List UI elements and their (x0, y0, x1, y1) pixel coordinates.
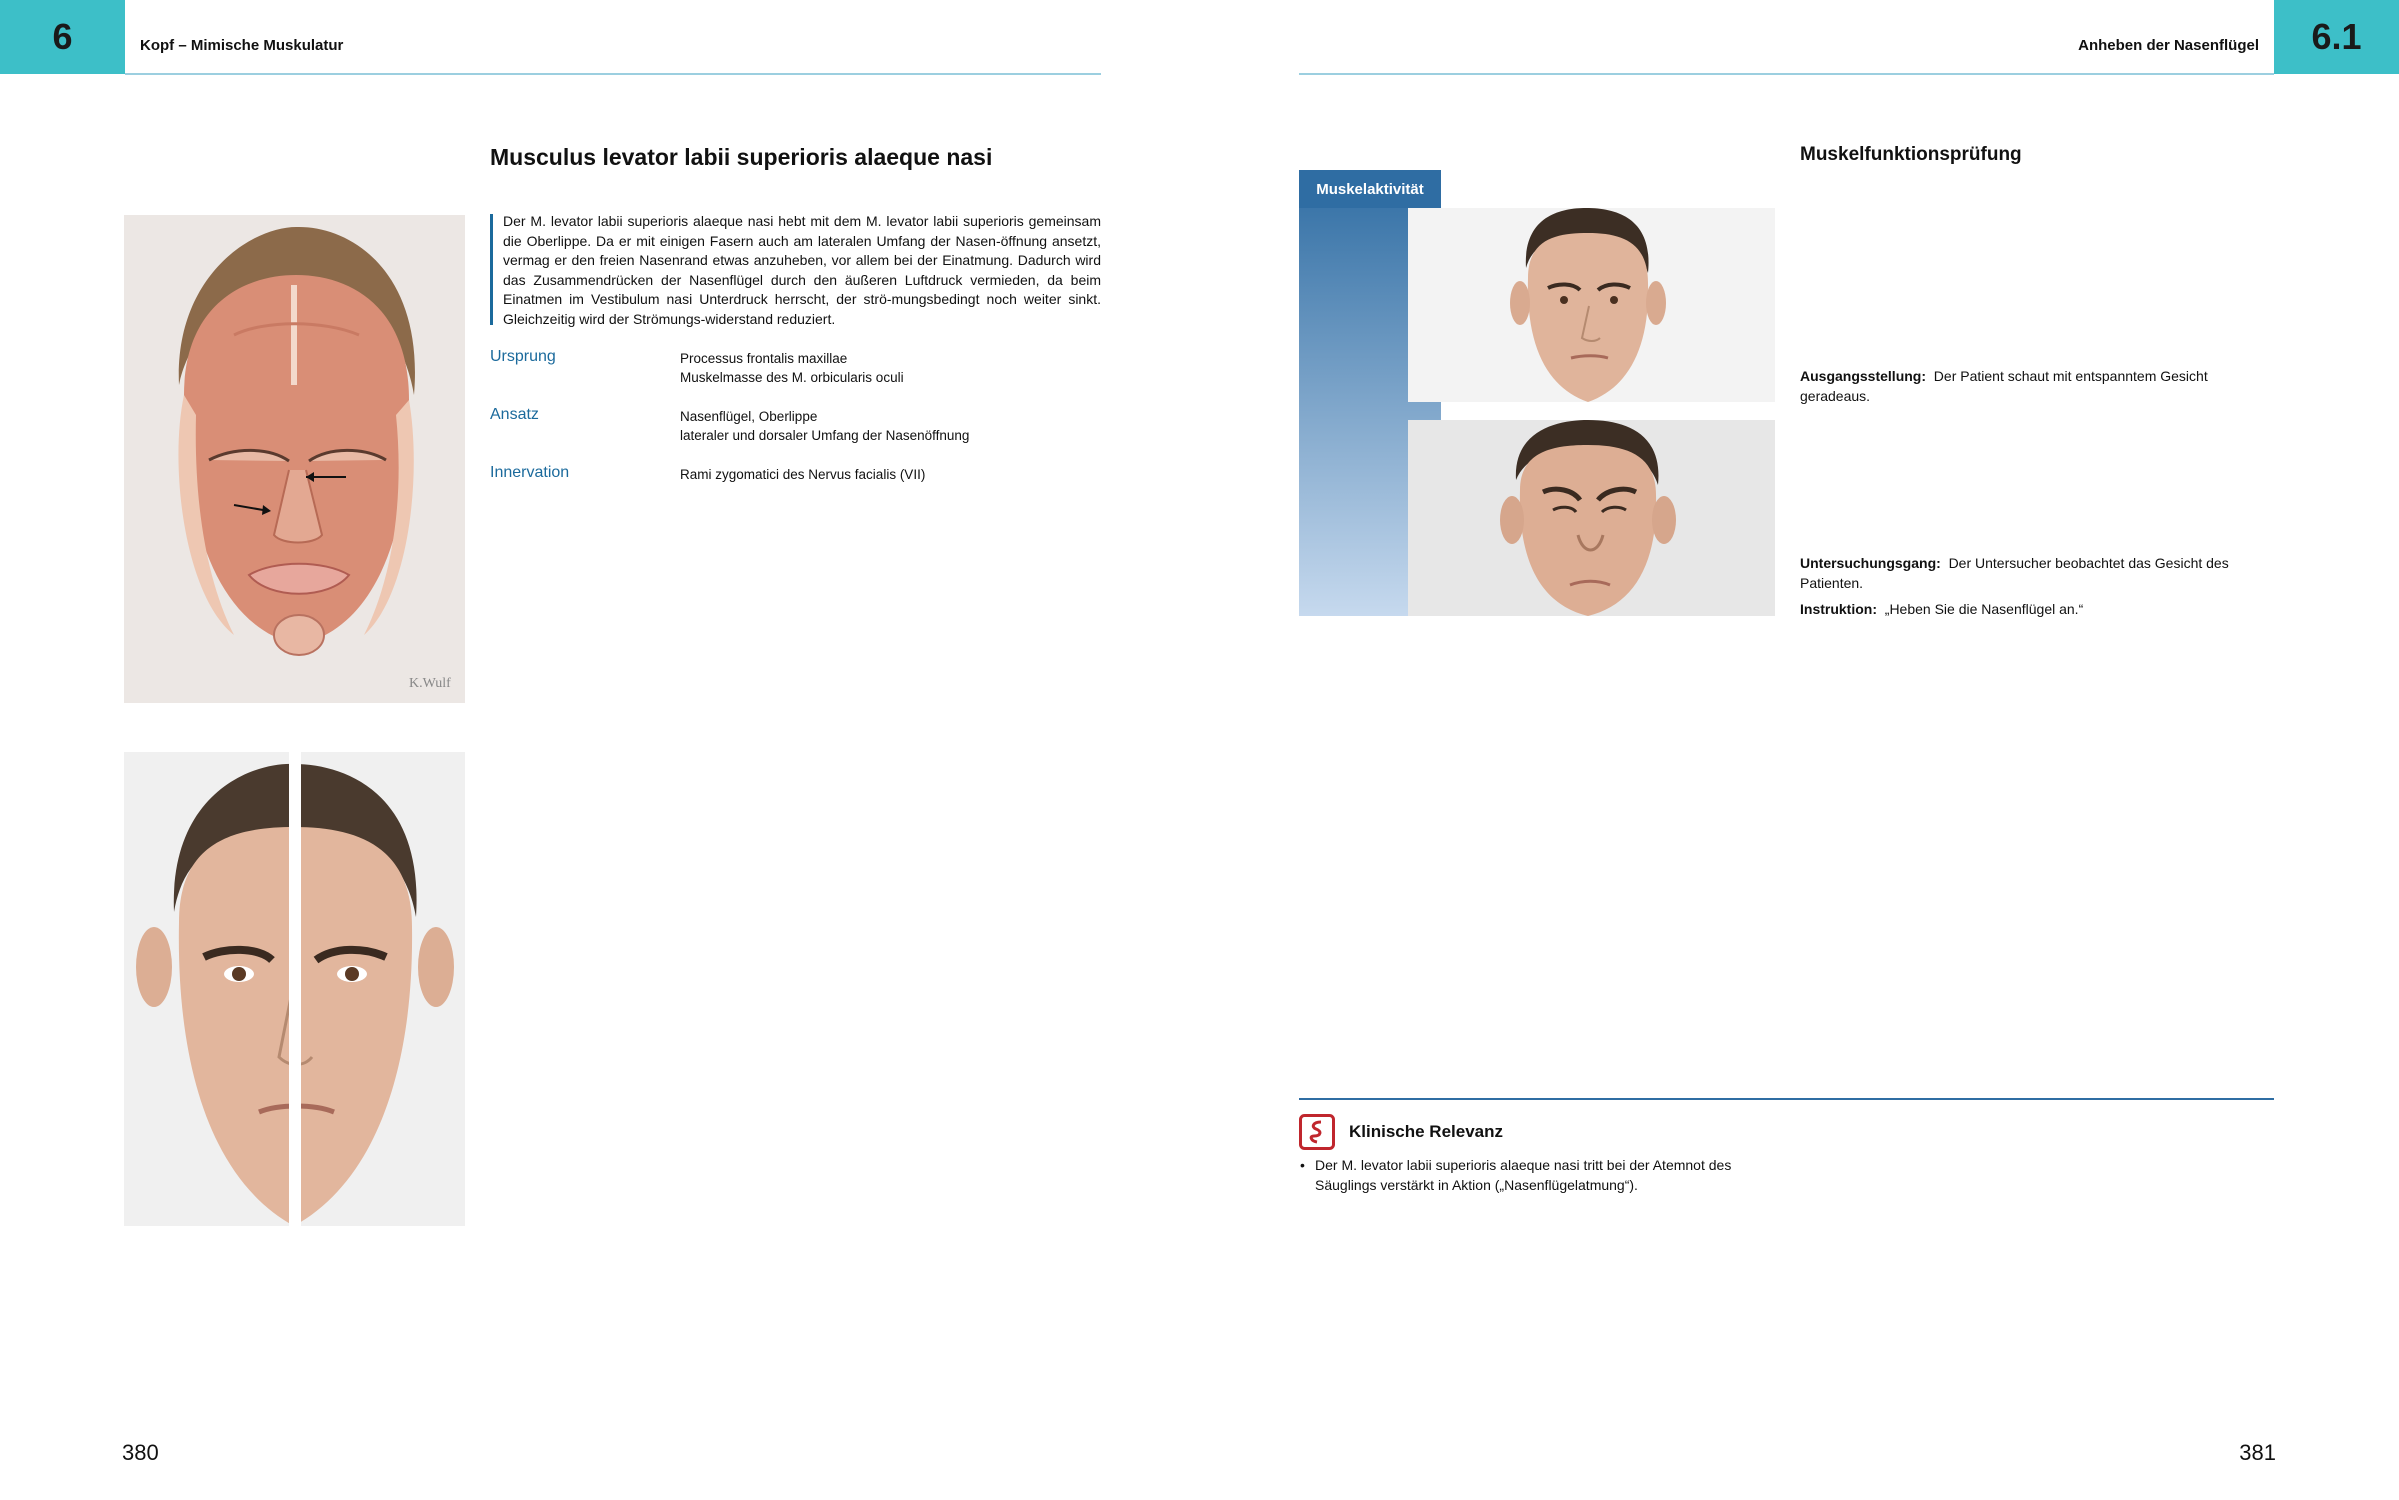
origin-label: Ursprung (490, 348, 556, 365)
procedure-value: Der Untersucher beobachtet das Gesicht des Patienten. (1800, 555, 2229, 591)
flaring-face-drawing (1408, 420, 1775, 616)
running-title-right: Anheben der Nasenflügel (2078, 37, 2259, 54)
section-number-box (2274, 0, 2399, 74)
header-rule-right (1299, 73, 2274, 75)
test-photo (1408, 420, 1775, 616)
clinical-rule (1299, 1098, 2274, 1100)
origin-value-1: Processus frontalis maxillae (680, 351, 848, 366)
chapter-number-box (0, 0, 125, 74)
bullet-dot: • (1300, 1157, 1305, 1173)
clinical-heading: Klinische Relevanz (1349, 1122, 1504, 1141)
header-rule-left (125, 73, 1101, 75)
start-position-value: Der Patient schaut mit entspanntem Gesicht geradeaus. (1800, 368, 2208, 404)
relaxed-face-drawing (1408, 208, 1775, 402)
instruction-text (1800, 600, 2270, 620)
svg-text:K.Wulf: K.Wulf (409, 676, 451, 691)
innervation-value-1: Rami zygomatici des Nervus facialis (VII) (680, 467, 926, 482)
chapter-number: 6 (52, 16, 73, 57)
running-title-left: Kopf – Mimische Muskulatur (140, 37, 344, 54)
origin-value-2: Muskelmasse des M. orbicularis oculi (680, 370, 904, 385)
split-face-drawing (124, 752, 465, 1226)
description-accent-bar (490, 214, 493, 325)
instruction-value: „Heben Sie die Nasenflügel an.“ (1884, 601, 2084, 617)
muscle-title: Musculus levator labii superioris alaeque nasi (490, 144, 993, 170)
clinical-bullet-item (1300, 1156, 1770, 1195)
start-position-photo (1408, 208, 1775, 402)
instruction-label: Instruktion: (1800, 601, 1877, 617)
clinical-bullet-text: Der M. levator labii superioris alaeque nasi tritt bei der Atemnot des Säuglings verstärkt in Aktion („Nasenflügelatmung“). (1315, 1157, 1732, 1193)
innervation-label: Innervation (490, 464, 570, 481)
insertion-value-2: lateraler und dorsaler Umfang der Nasenöffnung (680, 428, 970, 443)
anatomy-illustration (124, 215, 465, 703)
clinical-relevance-icon (1299, 1114, 1335, 1150)
start-position-text (1800, 367, 2270, 406)
test-heading: Muskelfunktionsprüfung (1800, 144, 2022, 165)
insertion-label: Ansatz (490, 406, 539, 423)
muscle-activity-label: Muskelaktivität (1299, 170, 1441, 208)
procedure-label: Untersuchungsgang: (1800, 555, 1941, 571)
page-number-right: 381 (2239, 1440, 2276, 1465)
split-face-photo (124, 752, 465, 1226)
anatomy-face-drawing (124, 215, 465, 703)
insertion-value-1: Nasenflügel, Oberlippe (680, 409, 818, 424)
section-number: 6.1 (2311, 16, 2362, 57)
page-number-left: 380 (122, 1440, 159, 1465)
muscle-description: Der M. levator labii superioris alaeque nasi hebt mit dem M. levator labii superioris gemeinsam die Oberlippe. Da er mit einigen Fasern auch am lateralen Umfang der Nasen-öffnung ansetzt, vermag er den freien Nasenrand etwas anzuheben, vor allem bei der Einatmung. Dadurch wird das Zusammendrücken der Nasenflügel durch den äußeren Luftdruck vermieden, da beim Einatmen im Vestibulum nasi Unterdruck herrscht, der strö-mungsbedingt noch weiter sinkt. Gleichzeitig wird der Strömungs-widerstand reduziert. (503, 213, 1101, 327)
start-position-label: Ausgangsstellung: (1800, 368, 1927, 384)
procedure-text (1800, 554, 2270, 593)
